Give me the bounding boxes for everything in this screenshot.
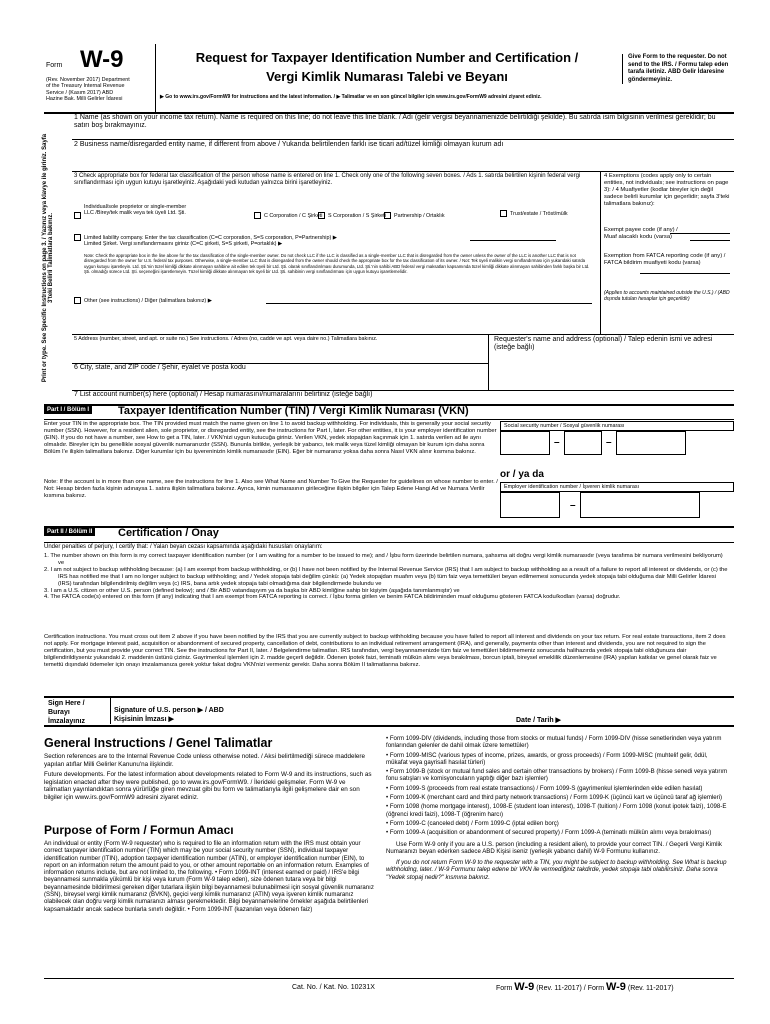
opt-individual-label xyxy=(84,204,194,217)
cert-instructions: Certification instructions. You must cross out item 2 above if you have been notified by the IRS that you are currently subject to backup withholding because you have failed to report all interest and dividends on your tax return. For real estate transactions, item 2 does not apply. For mortgage interest paid, acquisition or abandonment of secured property, cancellation of debt, contributions to an individual retirement arrangement (IRA), and generally, payments other than interest and dividends, you are not required to sign the certification, but you must provide your correct TIN. See the instructions for Part II, later. / Belgelendirme talimatları. IRS tarafından, vergi beyannamenizde tüm faiz ve temettüleri bildirmemeniz sonucunda halihazırda yedek stopaja tabi olduğunuza dair bilgilendirildiyseniz yukarıdaki 2. maddenin üstünü çiziniz. Gayrimenkul işlemleri için 2. madde geçerli değildir. Ödenen ipotek faizi, teminatlı mülkün alımı veya bırakılması, borcun iptali, bireysel emeklilik düzenlemesine (IRA) yapılan katkılar ve genel olarak faiz ve temettü dışındaki ödemeler için onayı imzalamanıza gerek yoktur fakat doğru VKN'nizi vermeniz gerekir. Daha sonra Bölüm II talimatlarına bakınız. xyxy=(44,634,726,668)
divider xyxy=(72,171,734,172)
footer-rule xyxy=(44,978,734,979)
exempt-payee-field-2[interactable] xyxy=(690,240,730,241)
footer-rev: (Rev. 11-2017) / Form xyxy=(536,985,605,992)
exempt-payee-text: Exempt payee code (if any) / Muaf alacaklı kodu (varsa) xyxy=(604,227,678,240)
scorp-checkbox[interactable] xyxy=(318,212,325,219)
line1-label: 1 Name (as shown on your income tax return). Name is required on this line; do not leave this line blank. / Adı (gelir vergisi beyannamenizde belirtildiği şekilde). Bu satırda isim bilgisinin verilmesi gereklidir; bu satırı boş bırakmayınız. xyxy=(74,114,716,130)
general-p3: An individual or entity (Form W-9 requester) who is required to file an information return with the IRS must obtain your correct taxpayer identification number (TIN) which may be your social security number (SSN), individual taxpayer identification number (ITIN), adoption taxpayer identification number (ATIN), or employer identification number (EIN), to report on an information return the amount paid to you, or other amount reportable on an information return. Examples of information returns include, but are not limited to, the following. • Form 1099-INT (interest earned or paid) / IRS'e bilgi beyannamesi sunmakla yükümlü bir kişi veya kurum (Form W-9 talep eden), size ödenen tutara veya bir bilgi beyannamesinde bildirilmesi gereken diğer tutarlara ilişkin bilgi beyannamesi bulunabilmesi için sosyal güvenlik numaranız (SSN), bireysel vergi kimlik numaranız (BVKN), geçici vergi kimlik numaranız (ATIN) veya işveren kimlik numaranız olabilecek olan doğru vergi kimlik numaranızı alması gerekmektedir. Bilgi beyannamelerine örnekler aşağıda belirtilenleri kapsamaktadır ancak sadece bunlarla sınırlı değildir. • Form 1099-INT (kazanılan veya ödenen faiz) xyxy=(44,840,374,913)
address-field[interactable] xyxy=(74,345,486,362)
ssn-label: Social security number / Sosyal güvenlik numarası xyxy=(500,421,734,431)
bullet-item: • Form 1099-C (canceled debt) / Form 1099-C (iptal edilen borç) xyxy=(386,819,559,827)
partnership-checkbox[interactable] xyxy=(384,212,391,219)
trust-text: Trust/estate / Tröst/mülk xyxy=(510,210,568,217)
use-w9-text: Use Form W-9 only if you are a U.S. person (including a resident alien), to provide your correct TIN. / Geçerli Vergi Kimlik Numaranızı beyan ederken sadece ABD Kişisi iseniz (yerleşik yabancı dahil) W-9 Formunu kullanınız. xyxy=(386,840,722,855)
ein-block xyxy=(500,482,734,518)
llc-classification-field[interactable] xyxy=(470,240,556,241)
form-title-tr: Vergi Kimlik Numarası Talebi ve Beyanı xyxy=(266,69,508,84)
purpose-title: Purpose of Form / Formun Amacı xyxy=(44,823,234,837)
part2-intro: Under penalties of perjury, I certify that: / Yalan beyan cezası kapsamında aşağıdaki hususları onaylarım: xyxy=(44,544,323,550)
cert-item-3: 3. I am a U.S. citizen or other U.S. person (defined below); and / Bir ABD vatandaşıyım ya da başka bir ABD kimliğine sahip bir kişiyim (aşağıda tanımlanmıştır) ve xyxy=(44,587,460,594)
ssn-block xyxy=(500,421,734,455)
opt-scorp xyxy=(318,212,386,219)
footer-w9: W-9 xyxy=(514,981,535,993)
requester-label: Requester's name and address (optional) / Talep edenin ismi ve adresi (isteğe bağlı) xyxy=(494,336,713,352)
opt-partnership xyxy=(384,212,445,219)
part2-badge: Part II / Bölüm II xyxy=(44,528,95,536)
other-text: Other (see instructions) / Diğer (talimatlara bakınız) ▶ xyxy=(84,297,212,304)
line1-name-field[interactable] xyxy=(74,131,734,138)
divider xyxy=(44,419,734,420)
form-number: W-9 xyxy=(80,46,124,73)
bullet-item: • Form 1099-S (proceeds from real estate transactions) / Form 1099-S (gayrimenkul işlemlerinden elde edilen hasılat) xyxy=(386,784,703,792)
form-header xyxy=(44,44,734,112)
cert-item-4: 4. The FATCA code(s) entered on this form (if any) indicating that I am exempt from FATCA reporting is correct. / İşbu forma girilen ve benim FATCA bildiriminden muaf olduğumu gösteren FATCA kodu/kodları (varsa) doğrudur. xyxy=(44,594,621,601)
ssn-part-1[interactable] xyxy=(500,431,550,455)
fatca-note: (Applies to accounts maintained outside the U.S.) / (ABD dışında tutulan hesaplar için geçerlidir) xyxy=(604,290,730,302)
exemptions-text: 4 Exemptions (codes apply only to certain entities, not individuals; see instructions on page 3): / 4 Muafiyetler (kodlar bireyler için değil sadece belirli kurumlar için geçerlidir; sayfa 3'teki talimatlara bakınız): xyxy=(604,173,730,207)
exempt-payee-field[interactable] xyxy=(670,233,730,234)
rev-line: Service / (Kasım 2017) ABD xyxy=(46,89,114,96)
cert-item-1: 1. The number shown on this form is my correct taxpayer identification number (or I am waiting for a number to be issued to me); and / İşbu form üzerinde belirtilen numara, şahsıma ait doğru vergi kimlik numarasıdır (veya tarafıma bir numara verilmesini bekliyorum) ve xyxy=(44,553,723,566)
or-label: or / ya da xyxy=(500,469,544,480)
revision-info xyxy=(46,77,154,102)
other-field[interactable] xyxy=(266,303,592,304)
llc-checkbox[interactable] xyxy=(74,234,81,241)
sign-bottom-rule xyxy=(44,725,734,727)
general-title: General Instructions / Genel Talimatlar xyxy=(44,736,273,750)
bullet-item: • Form 1099-MISC (various types of income, prizes, awards, or gross proceeds) / Form 1099-MISC (muhtelif gelir, ödül, mükafat veya gayrisafi hasılat türleri) xyxy=(386,751,708,766)
divider xyxy=(72,334,734,335)
ein-part-2[interactable] xyxy=(580,492,700,518)
fatca-text: Exemption from FATCA reporting code (if any) / FATCA bildirim muafiyeti kodu (varsa) xyxy=(604,253,726,266)
footer-w9-2: W-9 xyxy=(605,981,626,993)
side-instructions: Print or type. See Specific Instructions on page 3. / Yazınız veya klavye ile giriniz. Sayfa 3'teki Belirli Talimatlara bakınız. xyxy=(42,133,54,383)
part1-badge: Part I / Bölüm I xyxy=(44,406,92,414)
line3-label: 3 Check appropriate box for federal tax classification of the person whose name is entered on line 1. Check only one of the following seven boxes. / Ads 1. satırda belirtilen kişinin federal vergi sınıflandırması için uygun kutuyu işaretleyiniz. Aşağıdaki yedi kutudan yalnızca birini işaretleyiniz. xyxy=(74,173,581,187)
cert-item-2: 2. I am not subject to backup withholding because: (a) I am exempt from backup withholding, or (b) I have not been notified by the Internal Revenue Service (IRS) that I am subject to backup withholding as a result of a failure to report all interest or dividends, or (c) the IRS has notified me that I am no longer subject to backup withholding; and / Yedek stopaja tabi değilim çünkü: (a) Yedek stopajdan muafım veya (b) tüm faiz veya temettüleri beyan edilmemesi sonucunda yedek stopaja tabi olduğuma dair Milli Gelirler İdaresi (IRS) tarafından bilgilendirilmiş değilim veya (c) IRS, bana artık yedek stopaja tabi olmadığıma dair bilgilendirmede bulundu ve xyxy=(44,566,728,587)
general-p2: Future developments. For the latest information about developments related to Form W-9 and its instructions, such as legislation enacted after they were published, go to www.irs.gov/FormW9. / İlerideki gelişmeler. Form W-9 ve talimatları yayınlandıktan sonra yürürlüğe giren mevzuat gibi bu form ve talimatlarıyla ilgili gelişmelere dair en son bilgiler için www.irs.gov/FormW9 adresini ziyaret ediniz. xyxy=(44,771,372,801)
general-p1: Section references are to the Internal Revenue Code unless otherwise noted. / Aksi belirtilmediği sürece maddelere yapılan atıflar Milli Gelirler Kanunu'na ilişkindir. xyxy=(44,753,365,768)
opt-trust xyxy=(500,210,570,217)
footer-form xyxy=(496,981,674,993)
ssn-part-2[interactable] xyxy=(564,431,602,455)
right-column xyxy=(386,735,728,881)
give-form-note: Give Form to the requester. Do not send to the IRS. / Formu talep eden tarafa iletiniz. ABD Gelir İdaresine göndermeyiniz. xyxy=(622,54,732,84)
note-block: Note: Check the appropriate box in the line above for the tax classification of the single-member owner. Do not check LLC if the LLC is classified as a single-member LLC that is disregarded from the owner unless the owner of the LLC is another LLC that is not disregarded from the owner for U.S. federal tax purposes. Otherwise, a single-member LLC that is disregarded from the owner should check the appropriate box for the tax classification of its owner. / Not: Tek üyeli malikin vergi sınıflandırması için yukarıdaki satırda uygun kutuyu işaretleyin. Ltd. Şti.'nin tüzel kimliği dikkate alınmayan sahibine ait edilen tek üyeli bir Ltd. Şti. olarak sınıflandırılması durumunda, Ltd. Şti.'nin sahibi ABD federal vergi maksatları kapsamında tüzel kimliği dikkate alınmayan sahibinden farklı başka bir Ltd. Şti. olmadığı sürece Ltd. Şti. seçeneğini işaretlemeyin. Tüzel kimliği dikkate alınmayan tek üyeli bir Ltd. Şti. sahibinin vergi sınıflandırması için uygun kutuyu işaretlemelidir. xyxy=(84,253,590,275)
line6-label: 6 City, state, and ZIP code / Şehir, eyalet ve posta kodu xyxy=(74,364,246,371)
signature-field[interactable] xyxy=(226,700,506,724)
part1-title: Taxpayer Identification Number (TIN) / Vergi Kimlik Numarası (VKN) xyxy=(118,405,469,417)
requester-divider xyxy=(488,334,489,390)
date-field[interactable] xyxy=(570,700,730,724)
ein-dash: – xyxy=(570,500,576,512)
catalog-number: Cat. No. / Kat. No. 10231X xyxy=(292,984,375,991)
cert-items xyxy=(44,553,730,601)
llc-text: Limited liability company. Enter the tax classification (C=C corporation, S=S corporation, P=Partnership) ▶ xyxy=(84,234,337,241)
part2-title: Certification / Onay xyxy=(118,527,219,539)
ssn-dash: – xyxy=(606,437,612,449)
bullet-item: • Form 1099-B (stock or mutual fund sales and certain other transactions by brokers) / Form 1099-B (hisse senedi veya yatırım fonu satışları ve komisyoncuların yaptığı diğer bazı işlemler) xyxy=(386,768,728,783)
ein-field[interactable] xyxy=(500,492,734,518)
bullet-item: • Form 1099-A (acquisition or abandonment of secured property) / Form 1099-A (teminatlı mülkün alımı veya bırakılması) xyxy=(386,829,712,837)
title-block xyxy=(156,44,618,112)
account-field[interactable] xyxy=(74,401,730,403)
bullet-item: • Form 1099-DIV (dividends, including those from stocks or mutual funds) / Form 1099-DIV (hisse senetlerinden veya yatırım fonlarından gelenler de dahil olmak üzere temettüler) xyxy=(386,735,722,750)
exemptions-divider xyxy=(600,171,601,334)
sign-divider xyxy=(110,698,111,724)
line7-label: 7 List account number(s) here (optional) / Hesap numarasını/numaralarını belirtiniz (isteğe bağlı) xyxy=(74,391,373,398)
if-not-text: If you do not return Form W-9 to the requester with a TIN, you might be subject to backup withholding. See What is backup withholding, later. / W-9 Formunu talep edene bir VKN ile vermediğiniz takdirde, yedek stopaja tabi olabilirsiniz. Daha sonra "Yedek stopaj nedir?" kısmına bakınız. xyxy=(386,859,727,881)
rev-line: (Rev. November 2017) Department xyxy=(46,77,130,83)
form-id-block xyxy=(44,44,156,112)
divider xyxy=(72,139,734,140)
bullet-item: • Form 1099-K (merchant card and third party network transactions) / Form 1099-K (üçüncü kart ve üçüncü taraf ağ işlemleri) xyxy=(386,794,723,802)
individual-checkbox[interactable] xyxy=(74,212,81,219)
scorp-text: S Corporation / S Şirketi xyxy=(328,212,386,219)
llc-text-tr: Limited Şirket. Vergi sınıflandırmasını giriniz (C=C şirketi, S=S şirketi, P=ortaklık) ▶ xyxy=(84,241,283,248)
ssn-part-3[interactable] xyxy=(616,431,686,455)
date-label: Date / Tarih ▶ xyxy=(516,717,561,724)
partnership-text: Partnership / Ortaklık xyxy=(394,212,445,219)
footer-form-label: Form xyxy=(496,985,513,992)
ccorp-checkbox[interactable] xyxy=(254,212,261,219)
line2-business-field[interactable] xyxy=(74,150,734,170)
rev-line: Hazine Bak. Milli Gelirler İdaresi xyxy=(46,95,123,102)
opt-other xyxy=(74,297,212,304)
form-label: Form xyxy=(46,62,63,69)
sign-here-label: Sign Here / Burayı İmzalayınız xyxy=(48,700,85,725)
opt-ccorp xyxy=(254,212,322,219)
part1-note: Note: If the account is in more than one name, see the instructions for line 1. Also see What Name and Number To Give the Requester for guidelines on whose number to enter. / Not: Hesap birden fazla kişinin adınaysa 1. satıra ilişkin talimatlara bakınız. Ayrıca, kimin numarasının girileceğine ilişkin bilgiler için Talep Edene Hangi Ad ve Numara Verilir kısmına bakınız. xyxy=(44,479,498,499)
city-field[interactable] xyxy=(74,374,486,389)
signature-label: Signature of U.S. person ▶ / ABD Kişisinin İmzası ▶ xyxy=(114,707,224,723)
requester-field[interactable] xyxy=(494,356,730,390)
bullet-item: • Form 1098 (home mortgage interest), 1098-E (student loan interest), 1098-T (tuition) / Form 1098 (konut ipotek faizi), 1098-E (öğrenci kredi faizi), 1098-T (öğrenim harcı) xyxy=(386,803,727,818)
line5-label: 5 Address (number, street, and apt. or suite no.) See instructions. / Adres (no, cadde ve apt. veya daire no.) Talimatlara bakınız. xyxy=(74,336,378,342)
rev-line: of the Treasury Internal Revenue xyxy=(46,83,125,90)
sign-rule xyxy=(44,696,734,698)
ein-label: Employer identification number / İşveren kimlik numarası xyxy=(500,482,734,492)
part1-body: Enter your TIN in the appropriate box. The TIN provided must match the name given on line 1 to avoid backup withholding. For individuals, this is generally your social security number (SSN). However, for a resident alien, sole proprietor, or disregarded entity, see the instructions for Part I, later. For other entities, it is your employer identification number (EIN). If you do not have a number, see How to get a TIN, later. / VKN'nizi uygun kutucuğa giriniz. Verilen VKN, yedek stopajdan kaçınmak için 1. satırda verilen ad ile aynı olmalıdır. Bireyler için bu genellikle sosyal güvenlik numaranızdır (SSN). Bununla birlikte, yerleşik bir yabancı, tek malik veya tüzel kimliği olmayan bir kurum için daha sonra Bölüm I'e ilişkin talimatlara bakınız. Diğer kurumlar için bu işvereninizin kimlik numarasıdır (EIN). Eğer bir numaranız yoksa daha sonra Nasıl VKN alınır kısmına bakınız. xyxy=(44,421,497,455)
form-title-en: Request for Taxpayer Identification Number and Certification / xyxy=(195,50,579,65)
divider xyxy=(44,542,734,543)
other-checkbox[interactable] xyxy=(74,297,81,304)
line2-label: 2 Business name/disregarded entity name, if different from above / Yukarıda belirtilenden farklı ise ticari ad/tüzel kimliği olmayan kurum adı xyxy=(74,141,504,148)
ein-part-1[interactable] xyxy=(500,492,560,518)
footer-rev-2: (Rev. 11-2017) xyxy=(627,985,674,992)
goto-instructions: ▶ Go to www.irs.gov/FormW9 for instructions and the latest information. / ▶ Talimatlar ve en son güncel bilgiler için www.irs.gov/FormW9 adresini ziyaret ediniz. xyxy=(160,94,542,100)
individual-text: Individual/sole proprietor or single-member LLC /Birey/tek malik veya tek üyeli Ltd. Şti. xyxy=(84,204,187,217)
trust-checkbox[interactable] xyxy=(500,210,507,217)
ssn-dash: – xyxy=(554,437,560,449)
fatca-field[interactable] xyxy=(640,273,730,274)
ssn-field[interactable] xyxy=(500,431,734,455)
ccorp-text: C Corporation / C Şirketi xyxy=(264,212,323,219)
